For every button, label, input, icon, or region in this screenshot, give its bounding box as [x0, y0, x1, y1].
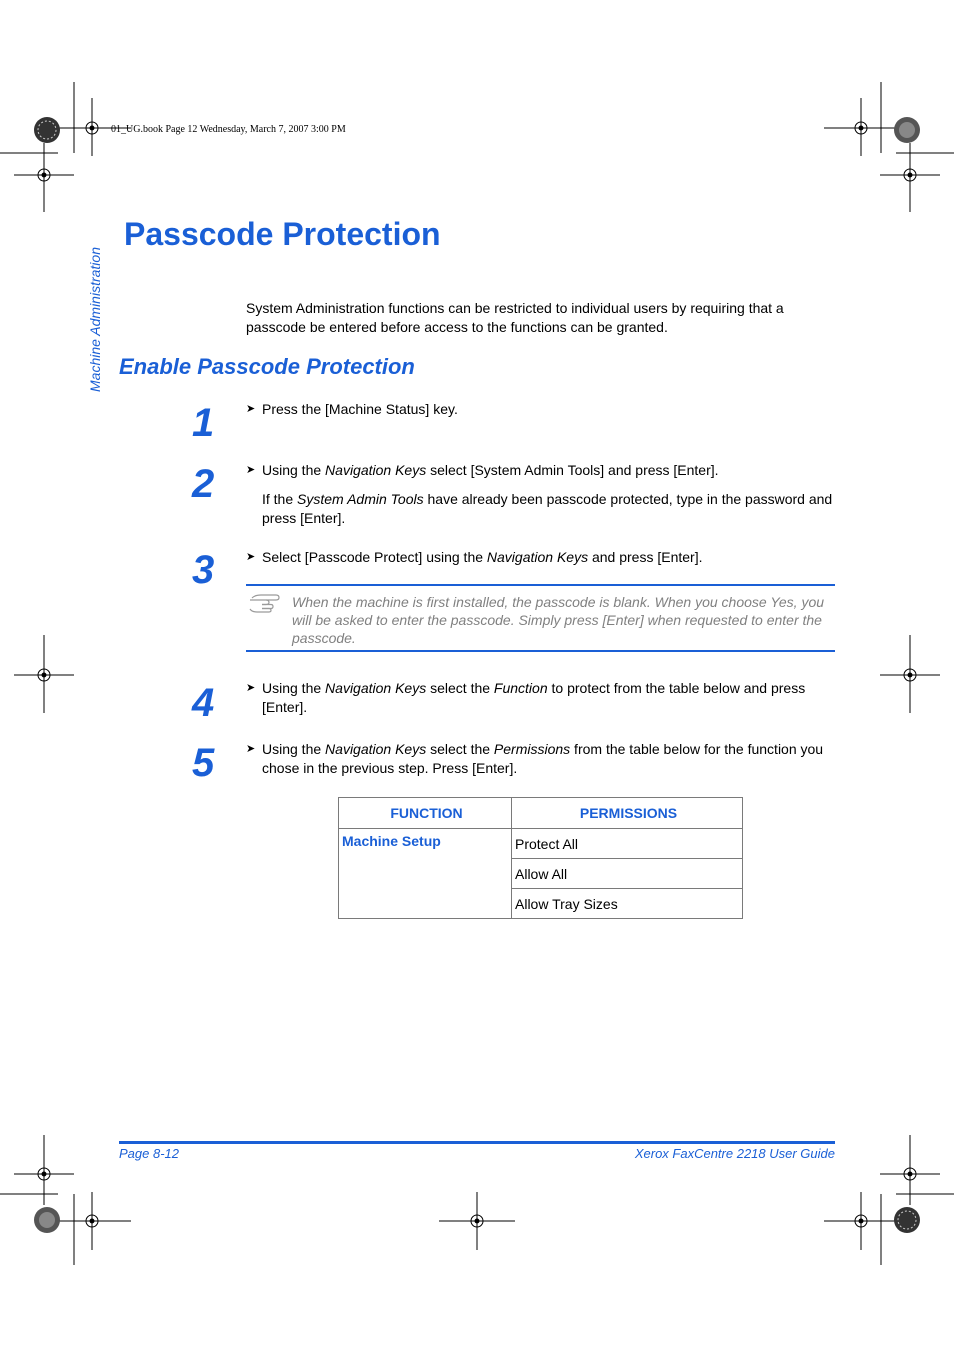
- plain-text: and press [Enter].: [588, 549, 703, 565]
- section-title: Enable Passcode Protection: [119, 354, 415, 379]
- emphasis-text: Navigation Keys: [325, 462, 427, 478]
- note-hand-icon: [249, 591, 281, 613]
- page-title: Passcode Protection: [124, 216, 441, 252]
- plain-text: Using the: [262, 462, 326, 478]
- step-2: [246, 461, 836, 528]
- step-text: [262, 679, 836, 717]
- registration-mark-icon: [34, 117, 920, 1233]
- table-cell-permission: Allow All: [512, 859, 743, 889]
- note-box: [246, 584, 835, 652]
- bullet-arrow-icon: ➤: [246, 551, 256, 563]
- emphasis-text: Permissions: [493, 741, 571, 757]
- plain-text: Press the [Machine Status] key.: [262, 401, 458, 417]
- footer-guide-title: Xerox FaxCentre 2218 User Guide: [634, 1146, 835, 1161]
- plain-text: Using the: [262, 741, 326, 757]
- plain-text: from the table below for the function you chose in the previous step. Press [Enter].: [262, 741, 824, 776]
- table-cell-permission: Protect All: [512, 829, 743, 859]
- table-row: [339, 829, 743, 859]
- step-number-3: 3: [192, 548, 215, 592]
- table-cell-function: Machine Setup: [339, 829, 512, 919]
- step-text: [262, 400, 836, 419]
- emphasis-text: Function: [493, 680, 548, 696]
- table-header-row: [339, 798, 743, 829]
- plain-text: Using the: [262, 680, 326, 696]
- step-3: [246, 548, 836, 567]
- plain-text: select the: [426, 741, 494, 757]
- emphasis-text: Navigation Keys: [486, 549, 589, 565]
- note-text: When the machine is first installed, the passcode is blank. When you choose Yes, you will be asked to enter the passcode. Simply press [Enter] when requested to enter the passcode.: [292, 594, 825, 646]
- table-cell-permission: Allow Tray Sizes: [512, 889, 743, 919]
- step-1: [246, 400, 836, 419]
- step-number-5: 5: [192, 741, 215, 785]
- step-text: [262, 740, 836, 778]
- bullet-arrow-icon: ➤: [246, 682, 256, 694]
- step-number-1: 1: [192, 401, 215, 445]
- permissions-table: [338, 797, 743, 919]
- plain-text: If the: [262, 491, 298, 507]
- step-text: [262, 548, 836, 567]
- step-text: [262, 461, 836, 480]
- plain-text: have already been passcode protected, type in the password and press [Enter].: [262, 491, 833, 526]
- step-subtext: [262, 490, 836, 528]
- intro-paragraph: System Administration functions can be restricted to individual users by requiring that a passcode be entered before access to the functions can be granted.: [246, 300, 784, 335]
- emphasis-text: Navigation Keys: [325, 680, 427, 696]
- step-5: [246, 740, 836, 778]
- plain-text: to protect from the table below and press [Enter].: [262, 680, 806, 715]
- step-4: [246, 679, 836, 717]
- table-header-function: FUNCTION: [339, 798, 512, 829]
- step-number-4: 4: [192, 681, 215, 725]
- table-header-permissions: PERMISSIONS: [512, 798, 743, 829]
- plain-text: Select [Passcode Protect] using the: [262, 549, 487, 565]
- side-chapter-label: Machine Administration: [87, 247, 103, 392]
- emphasis-text: System Admin Tools: [297, 491, 424, 507]
- plain-text: select [System Admin Tools] and press [Enter].: [426, 462, 719, 478]
- step-number-2: 2: [192, 462, 215, 506]
- plain-text: select the: [426, 680, 494, 696]
- footer-page-number: Page 8-12: [119, 1146, 179, 1161]
- emphasis-text: Navigation Keys: [325, 741, 427, 757]
- bullet-arrow-icon: ➤: [246, 403, 256, 415]
- bullet-arrow-icon: ➤: [246, 743, 256, 755]
- footer-rule: [119, 1141, 835, 1144]
- print-info: 01_UG.book Page 12 Wednesday, March 7, 2007 3:00 PM: [111, 124, 346, 135]
- bullet-arrow-icon: ➤: [246, 464, 256, 476]
